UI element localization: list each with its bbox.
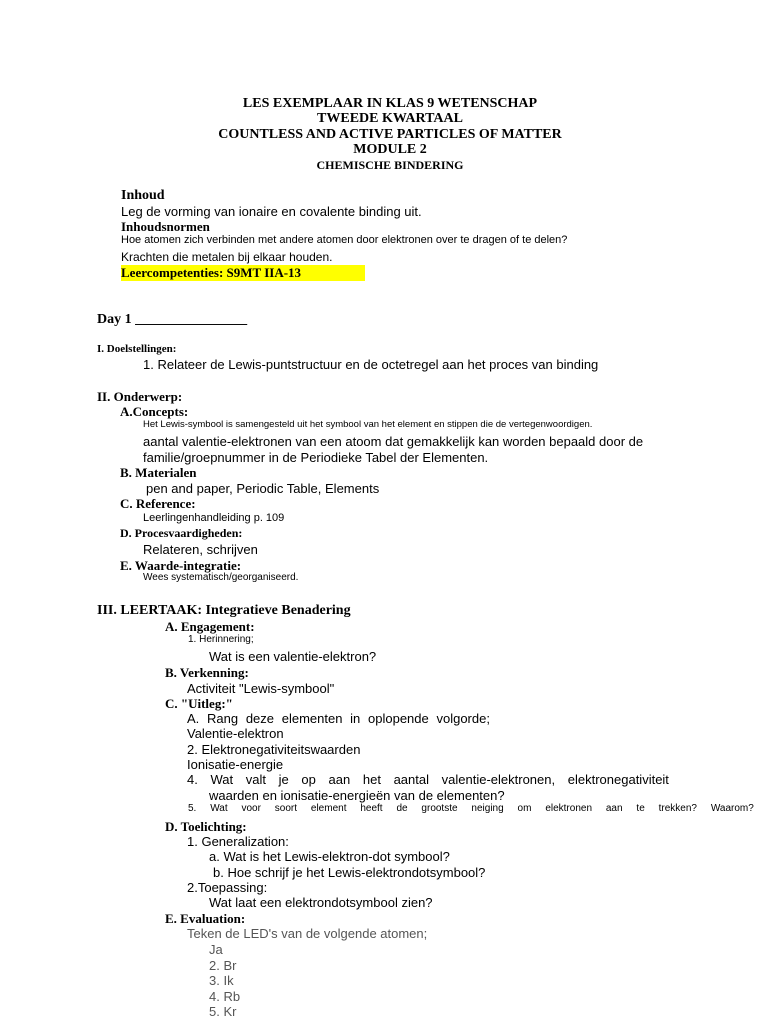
atom-item: 2. Br bbox=[209, 958, 237, 973]
reference-text: Leerlingenhandleiding p. 109 bbox=[143, 512, 285, 524]
objectives-heading: I. Doelstellingen: bbox=[97, 343, 177, 355]
normen-heading: Inhoudsnormen bbox=[121, 219, 210, 234]
word: A. bbox=[187, 711, 200, 726]
concepts-line-1: Het Lewis-symbool is samengesteld uit het symbool van het element en stippen die de vertegenwoordigen. bbox=[143, 419, 593, 430]
application-question: Wat laat een elektrondotsymbool zien? bbox=[209, 895, 433, 910]
exploration-text: Activiteit "Lewis-symbool" bbox=[187, 681, 335, 696]
application-label: 2.Toepassing: bbox=[187, 880, 268, 895]
word: soort bbox=[274, 803, 298, 814]
word: om bbox=[517, 803, 532, 814]
task-heading: III. LEERTAAK: Integratieve Benadering bbox=[97, 603, 351, 618]
word: voor bbox=[241, 803, 261, 814]
normen-line-2: Krachten die metalen bij elkaar houden. bbox=[121, 250, 333, 264]
concepts-line-2: aantal valentie-elektronen van een atoom dat gemakkelijk kan worden bepaald door de bbox=[143, 434, 644, 449]
word: het bbox=[362, 772, 381, 787]
word: Wat bbox=[210, 803, 228, 814]
elaboration-heading: D. Toelichting: bbox=[165, 819, 247, 834]
competencies-highlight: Leercompetenties: S9MT IIA-13 bbox=[121, 265, 365, 281]
word: op bbox=[301, 772, 316, 787]
subject-heading: II. Onderwerp: bbox=[97, 389, 183, 404]
explanation-line-3: Ionisatie-energie bbox=[187, 757, 284, 772]
values-text: Wees systematisch/georganiseerd. bbox=[143, 572, 299, 583]
word: elektronen bbox=[545, 803, 593, 814]
values-heading: E. Waarde-integratie: bbox=[120, 558, 242, 573]
title-line-4: MODULE 2 bbox=[353, 142, 427, 157]
word: aantal bbox=[393, 772, 429, 787]
word: 5. bbox=[188, 803, 197, 814]
atom-item: Ja bbox=[209, 942, 223, 957]
title-line-1: LES EXEMPLAAR IN KLAS 9 WETENSCHAP bbox=[242, 96, 538, 111]
inhoud-heading: Inhoud bbox=[121, 188, 165, 203]
reference-heading: C. Reference: bbox=[120, 496, 196, 511]
word: element bbox=[310, 803, 347, 814]
explanation-line-5: waarden en ionisatie-energieën van de elementen? bbox=[209, 788, 505, 803]
word: de bbox=[396, 803, 408, 814]
generalization-a: a. Wat is het Lewis-elektron-dot symbool? bbox=[209, 849, 450, 864]
concepts-line-3: familie/groepnummer in de Periodieke Tabel der Elementen. bbox=[143, 450, 489, 465]
word: valentie-elektronen, bbox=[441, 772, 556, 787]
word: Rang bbox=[207, 711, 239, 726]
engagement-question: Wat is een valentie-elektron? bbox=[209, 649, 377, 664]
evaluation-text: Teken de LED's van de volgende atomen; bbox=[187, 926, 428, 941]
day-label: Day 1 ________________ bbox=[97, 312, 248, 327]
objective-item: 1. Relateer de Lewis-puntstructuur en de octetregel aan het proces van binding bbox=[143, 357, 599, 372]
word: in bbox=[350, 711, 361, 726]
word: oplopende bbox=[368, 711, 429, 726]
word: neiging bbox=[471, 803, 504, 814]
engagement-item: 1. Herinnering; bbox=[188, 634, 254, 645]
title-line-3: COUNTLESS AND ACTIVE PARTICLES OF MATTER bbox=[218, 127, 562, 142]
engagement-heading: A. Engagement: bbox=[165, 619, 255, 634]
generalization-label: 1. Generalization: bbox=[187, 834, 289, 849]
process-text: Relateren, schrijven bbox=[143, 542, 258, 557]
title-line-2: TWEEDE KWARTAAL bbox=[317, 111, 463, 126]
word: heeft bbox=[360, 803, 383, 814]
evaluation-heading: E. Evaluation: bbox=[165, 911, 246, 926]
word: elektronegativiteit bbox=[567, 772, 669, 787]
normen-line-1: Hoe atomen zich verbinden met andere atomen door elektronen over te dragen of te delen? bbox=[121, 234, 568, 246]
word: elementen bbox=[281, 711, 343, 726]
explanation-line-2: 2. Elektronegativiteitswaarden bbox=[187, 742, 361, 757]
word: trekken? bbox=[658, 803, 697, 814]
word: volgorde; bbox=[436, 711, 490, 726]
title-line-5: CHEMISCHE BINDERING bbox=[316, 158, 464, 172]
materials-text: pen and paper, Periodic Table, Elements bbox=[146, 481, 380, 496]
word: 4. bbox=[187, 772, 198, 787]
generalization-b: b. Hoe schrijf je het Lewis-elektrondotsymbool? bbox=[213, 865, 486, 880]
word: deze bbox=[245, 711, 275, 726]
word: aan bbox=[328, 772, 351, 787]
word: grootste bbox=[421, 803, 458, 814]
word: valt bbox=[245, 772, 266, 787]
word: Waarom? bbox=[710, 803, 754, 814]
explanation-line-1: Valentie-elektron bbox=[187, 726, 284, 741]
explanation-line-6 bbox=[188, 804, 754, 814]
atom-item: 5. Kr bbox=[209, 1004, 237, 1019]
inhoud-text: Leg de vorming van ionaire en covalente binding uit. bbox=[121, 204, 422, 219]
process-heading: D. Procesvaardigheden: bbox=[120, 526, 243, 540]
word: te bbox=[636, 803, 645, 814]
word: aan bbox=[605, 803, 623, 814]
atom-item: 3. Ik bbox=[209, 973, 234, 988]
atom-item: 4. Rb bbox=[209, 989, 241, 1004]
explanation-heading: C. "Uitleg:" bbox=[165, 696, 233, 711]
explanation-a bbox=[187, 712, 490, 725]
explanation-line-4 bbox=[187, 773, 669, 786]
materials-heading: B. Materialen bbox=[120, 465, 197, 480]
word: Wat bbox=[210, 772, 234, 787]
word: je bbox=[278, 772, 289, 787]
exploration-heading: B. Verkenning: bbox=[165, 665, 249, 680]
concepts-heading: A.Concepts: bbox=[120, 404, 189, 419]
